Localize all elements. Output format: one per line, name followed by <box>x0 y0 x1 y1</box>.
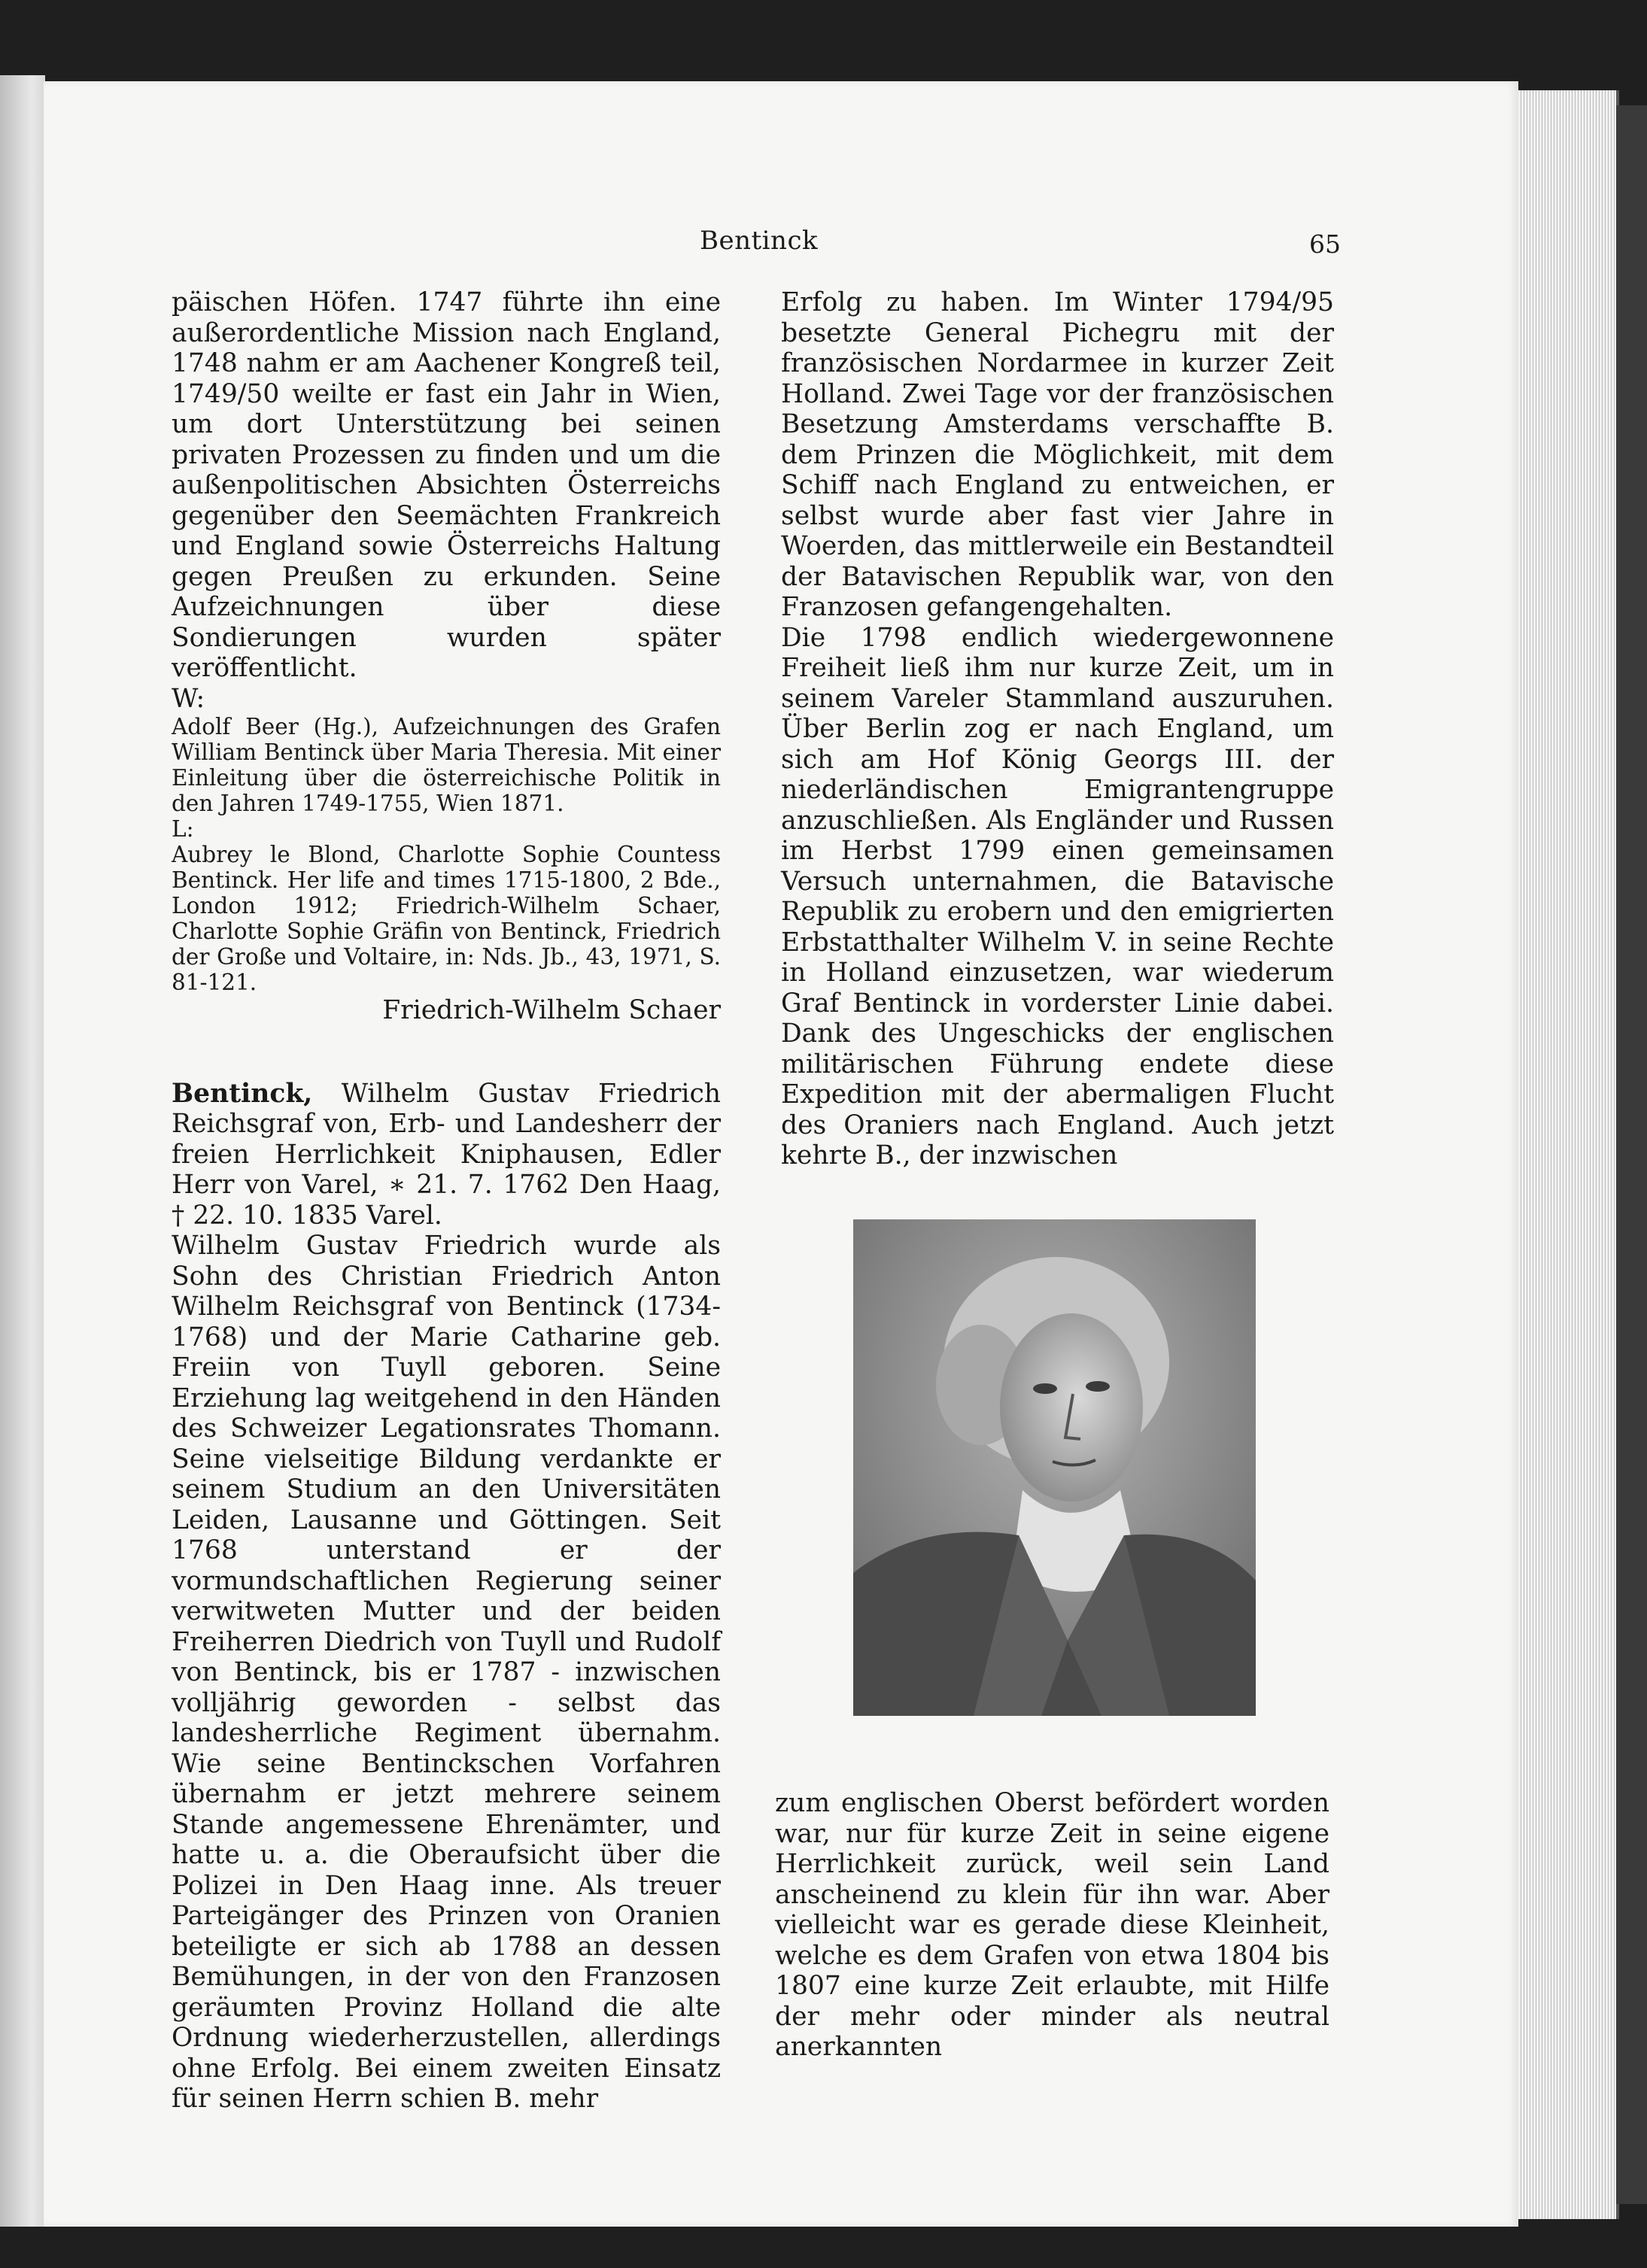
intro-paragraph: päischen Höfen. 1747 führte ihn eine außerordentliche Mission nach England, 1748 nahm er am Aachener Kongreß teil, 1749/50 weilte er fast ein Jahr in Wien, um dort Unterstützung bei seinen privaten Prozessen zu finden und um die außenpolitischen Absichten Österreichs gegenüber den Seemächten Frankreich und England sowie Österreichs Haltung gegen Preußen zu erkunden. Seine Aufzeichnungen über diese Sondierungen wurden später veröffentlicht. <box>172 287 721 683</box>
portrait-image <box>853 1219 1256 1716</box>
right-paragraph-1: Erfolg zu haben. Im Winter 1794/95 besetzte General Pichegru mit der französischen Nordarmee in kurzer Zeit Holland. Zwei Tage vor der französischen Besetzung Amsterdams verschaffte B. dem Prinzen die Möglichkeit, mit dem Schiff nach England zu entweichen, er selbst wurde aber fast vier Jahre in Woerden, das mittlerweile ein Bestandteil der Batavischen Republik war, von den Franzosen gefangengehalten. <box>781 287 1334 622</box>
literature-text: Aubrey le Blond, Charlotte Sophie Countess Bentinck. Her life and times 1715-1800, 2 Bde., London 1912; Friedrich-Wilhelm Schaer, Charlotte Sophie Gräfin von Bentinck, Friedrich der Große und Voltaire, in: Nds. Jb., 43, 1971, S. 81-121. <box>172 842 721 995</box>
entry-heading <box>172 1079 721 1231</box>
right-paragraph-3: zum englischen Oberst befördert worden war, nur für kurze Zeit in seine eigene Herrlichkeit zurück, weil sein Land anscheinend zu klein für ihn war. Aber vielleicht war es gerade diese Kleinheit, welche es dem Grafen von etwa 1804 bis 1807 eine kurze Zeit erlaubte, mit Hilfe der mehr oder minder als neutral anerkannten <box>775 1788 1329 2062</box>
running-head: Bentinck <box>700 226 819 256</box>
previous-page-edge <box>0 75 45 2227</box>
author-signature: Friedrich-Wilhelm Schaer <box>382 995 721 1025</box>
book-shadow <box>1616 105 1647 2204</box>
entry-headword: Bentinck, <box>172 1078 313 1109</box>
works-text: Adolf Beer (Hg.), Aufzeichnungen des Grafen William Bentinck über Maria Theresia. Mit einer Einleitung über die österreichische Politik in den Jahren 1749-1755, Wien 1871. <box>172 714 721 816</box>
right-column-bottom <box>775 1788 1329 2063</box>
entry-heading-rest: Wilhelm Gustav Friedrich Reichsgraf von, Erb- und Landesherr der freien Herrlichkeit Kniphausen, Edler Herr von Varel, ∗ 21. 7. 1762 Den Haag, † 22. 10. 1835 Varel. <box>172 1078 721 1231</box>
portrait-engraving <box>853 1219 1256 1716</box>
literature-label: L: <box>172 816 194 842</box>
right-paragraph-2: Die 1798 endlich wiedergewonnene Freiheit ließ ihm nur kurze Zeit, um in seinem Vareler Stammland auszuruhen. Über Berlin zog er nach England, um sich am Hof König Georgs III. der niederländischen Emigrantengruppe anzuschließen. Als Engländer und Russen im Herbst 1799 einen gemeinsamen Versuch unternahmen, die Batavische Republik zu erobern und den emigrierten Erbstatthalter Wilhelm V. in seine Rechte in Holland einzusetzen, war wiederum Graf Bentinck in vorderster Linie dabei. Dank des Ungeschicks der englischen militärischen Führung endete diese Expedition mit der abermaligen Flucht des Oraniers nach England. Auch jetzt kehrte B., der inzwischen <box>781 622 1334 1170</box>
page-stack-edge <box>1518 90 1619 2219</box>
entry-gap <box>172 1026 721 1079</box>
works-label: W: <box>172 683 205 714</box>
left-column <box>172 287 721 2115</box>
right-column-top <box>781 287 1334 1171</box>
body-paragraph: Wilhelm Gustav Friedrich wurde als Sohn des Christian Friedrich Anton Wilhelm Reichsgraf von Bentinck (1734-1768) und der Marie Catharine geb. Freiin von Tuyll geboren. Seine Erziehung lag weitgehend in den Händen des Schweizer Legationsrates Thomann. Seine vielseitige Bildung verdankte er seinem Studium an den Universitäten Leiden, Lausanne und Göttingen. Seit 1768 unterstand er der vormundschaftlichen Regierung seiner verwitweten Mutter und der beiden Freiherren Diedrich von Tuyll und Rudolf von Bentinck, bis er 1787 - inzwischen volljährig geworden - selbst das landesherrliche Regiment übernahm. Wie seine Bentinckschen Vorfahren übernahm er jetzt mehrere seinem Stande angemessene Ehrenämter, und hatte u. a. die Oberaufsicht über die Polizei in Den Haag inne. Als treuer Parteigänger des Prinzen von Oranien beteiligte er sich ab 1788 an dessen Bemühungen, in der von den Franzosen geräumten Provinz Holland die alte Ordnung wiederherzustellen, allerdings ohne Erfolg. Bei einem zweiten Einsatz für seinen Herrn schien B. mehr <box>172 1231 721 2114</box>
page-number: 65 <box>1309 229 1341 259</box>
